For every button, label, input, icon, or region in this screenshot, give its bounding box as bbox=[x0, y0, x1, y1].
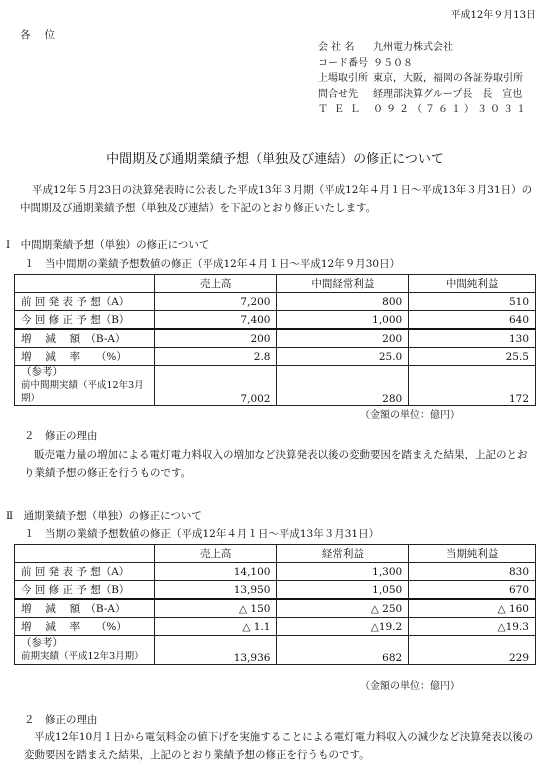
table-header-corner bbox=[15, 275, 155, 293]
section2-reason: 平成12年10月１日から電気料金の値下げを実施することによる電灯電力料収入の減少など決算発表以後の変動要因を踏まえた結果，上記のとおり業績予想の修正を行うものです。 bbox=[24, 731, 534, 761]
table-header-row bbox=[15, 545, 536, 563]
cell-net-profit: △ 160 bbox=[409, 599, 536, 618]
exchange-key: 上場取引所 bbox=[318, 73, 368, 84]
section1-heading: Ⅰ 中間期業績予想（単独）の修正について bbox=[6, 239, 210, 251]
code-row bbox=[318, 56, 529, 72]
section1-reason-heading: ２ 修正の理由 bbox=[24, 430, 98, 442]
table-row bbox=[15, 599, 536, 618]
row-label: 前 回 発 表 予 想（A） bbox=[15, 563, 155, 581]
code-value: ９５０８ bbox=[373, 57, 413, 69]
row-label: 増 減 率 （%） bbox=[15, 618, 155, 636]
table-row bbox=[15, 293, 536, 311]
company-name-key: 会 社 名 bbox=[318, 42, 355, 53]
table-header-sales: 売上高 bbox=[154, 545, 277, 563]
company-name-row bbox=[318, 40, 529, 56]
addressee: 各位 bbox=[20, 29, 69, 41]
table-header-net-profit: 当期純利益 bbox=[409, 545, 536, 563]
cell-sales: △ 1.1 bbox=[154, 618, 277, 636]
section1-table bbox=[14, 274, 536, 406]
exchange-row bbox=[318, 71, 529, 87]
tel-row bbox=[318, 102, 529, 118]
cell-sales: △ 150 bbox=[154, 599, 277, 618]
table-row bbox=[15, 563, 536, 581]
cell-net-profit: 130 bbox=[409, 329, 536, 348]
table-row bbox=[15, 618, 536, 636]
cell-ordinary-profit: 682 bbox=[277, 636, 409, 665]
section2-heading: Ⅱ 通期業績予想（単独）の修正について bbox=[6, 510, 202, 522]
section2-reason-heading: ２ 修正の理由 bbox=[24, 714, 98, 726]
table-header-ordinary-profit: 中間経常利益 bbox=[277, 275, 409, 293]
cell-sales: 7,200 bbox=[154, 293, 277, 311]
document-date: 平成12年９月13日 bbox=[450, 10, 536, 21]
section1-unit-note: （金額の単位：億円） bbox=[360, 410, 460, 421]
cell-ordinary-profit: 200 bbox=[277, 329, 409, 348]
cell-net-profit: 830 bbox=[409, 563, 536, 581]
reference-label bbox=[15, 366, 155, 406]
tel-key: ＴＥＬ bbox=[318, 104, 366, 115]
table-row bbox=[15, 329, 536, 348]
table-header-ordinary-profit: 経常利益 bbox=[277, 545, 409, 563]
tel-value: ０９２（７６１）３０３１ bbox=[373, 104, 529, 115]
row-label: 増 減 率 （%） bbox=[15, 348, 155, 366]
section2-unit-note: （金額の単位：億円） bbox=[360, 681, 460, 692]
table-header-corner bbox=[15, 545, 155, 563]
row-label: 前 回 発 表 予 想（A） bbox=[15, 293, 155, 311]
cell-ordinary-profit: △ 250 bbox=[277, 599, 409, 618]
table-header-net-profit: 中間純利益 bbox=[409, 275, 536, 293]
cell-ordinary-profit: 800 bbox=[277, 293, 409, 311]
company-info bbox=[318, 40, 529, 118]
row-label: 今 回 修 正 予 想（B） bbox=[15, 581, 155, 600]
code-key: コード番号 bbox=[318, 57, 368, 69]
table-reference-row bbox=[15, 366, 536, 406]
cell-net-profit: 229 bbox=[409, 636, 536, 665]
table-row bbox=[15, 348, 536, 366]
contact-key: 問合せ先 bbox=[318, 88, 358, 100]
reference-label-line2: 前期実績（平成12年3月期） bbox=[21, 651, 144, 662]
reference-label bbox=[15, 636, 155, 665]
table-header-sales: 売上高 bbox=[154, 275, 277, 293]
reference-label-line1: （参考） bbox=[21, 637, 63, 649]
row-label: 今 回 修 正 予 想（B） bbox=[15, 311, 155, 330]
section2-table bbox=[14, 544, 536, 665]
cell-sales: 14,100 bbox=[154, 563, 277, 581]
cell-sales: 2.8 bbox=[154, 348, 277, 366]
cell-net-profit: 510 bbox=[409, 293, 536, 311]
contact-row bbox=[318, 87, 529, 103]
table-row bbox=[15, 581, 536, 600]
cell-ordinary-profit: 1,000 bbox=[277, 311, 409, 330]
section1-reason: 販売電力量の増加による電灯電力料収入の増加など決算発表以後の変動要因を踏まえた結果，上記のとおり業績予想の修正を行うものです。 bbox=[24, 449, 528, 479]
reference-label-line2: 前中間期実績（平成12年3月期） bbox=[21, 380, 144, 404]
cell-ordinary-profit: 1,300 bbox=[277, 563, 409, 581]
cell-ordinary-profit: 1,050 bbox=[277, 581, 409, 600]
intro-paragraph: 平成12年５月23日の決算発表時に公表した平成13年３月期（平成12年４月１日～平成13年３月31日）の中間期及び通期業績予想（単独及び連結）を下記のとおり修正いたします。 bbox=[20, 184, 533, 214]
section2-subheading: １ 当期の業績予想数値の修正（平成12年４月１日～平成13年３月31日） bbox=[24, 528, 380, 540]
cell-sales: 7,400 bbox=[154, 311, 277, 330]
cell-net-profit: 25.5 bbox=[409, 348, 536, 366]
table-header-row bbox=[15, 275, 536, 293]
company-name-value: 九州電力株式会社 bbox=[373, 42, 453, 53]
cell-ordinary-profit: 280 bbox=[277, 366, 409, 406]
section1-subheading: １ 当中間期の業績予想数値の修正（平成12年４月１日～平成12年９月30日） bbox=[24, 258, 401, 270]
cell-ordinary-profit: △19.2 bbox=[277, 618, 409, 636]
cell-net-profit: △19.3 bbox=[409, 618, 536, 636]
reference-label-line1: （参考） bbox=[21, 366, 63, 378]
cell-sales: 200 bbox=[154, 329, 277, 348]
cell-sales: 13,950 bbox=[154, 581, 277, 600]
page-title: 中間期及び通期業績予想（単独及び連結）の修正について bbox=[106, 152, 444, 167]
contact-value: 経理部決算グループ長 長 宣也 bbox=[373, 88, 523, 100]
row-label: 増 減 額 （B-A） bbox=[15, 329, 155, 348]
cell-sales: 7,002 bbox=[154, 366, 277, 406]
cell-ordinary-profit: 25.0 bbox=[277, 348, 409, 366]
row-label: 増 減 額 （B-A） bbox=[15, 599, 155, 618]
cell-net-profit: 172 bbox=[409, 366, 536, 406]
cell-net-profit: 670 bbox=[409, 581, 536, 600]
cell-net-profit: 640 bbox=[409, 311, 536, 330]
cell-sales: 13,936 bbox=[154, 636, 277, 665]
exchange-value: 東京，大阪，福岡の各証券取引所 bbox=[373, 73, 523, 84]
table-reference-row bbox=[15, 636, 536, 665]
table-row bbox=[15, 311, 536, 330]
